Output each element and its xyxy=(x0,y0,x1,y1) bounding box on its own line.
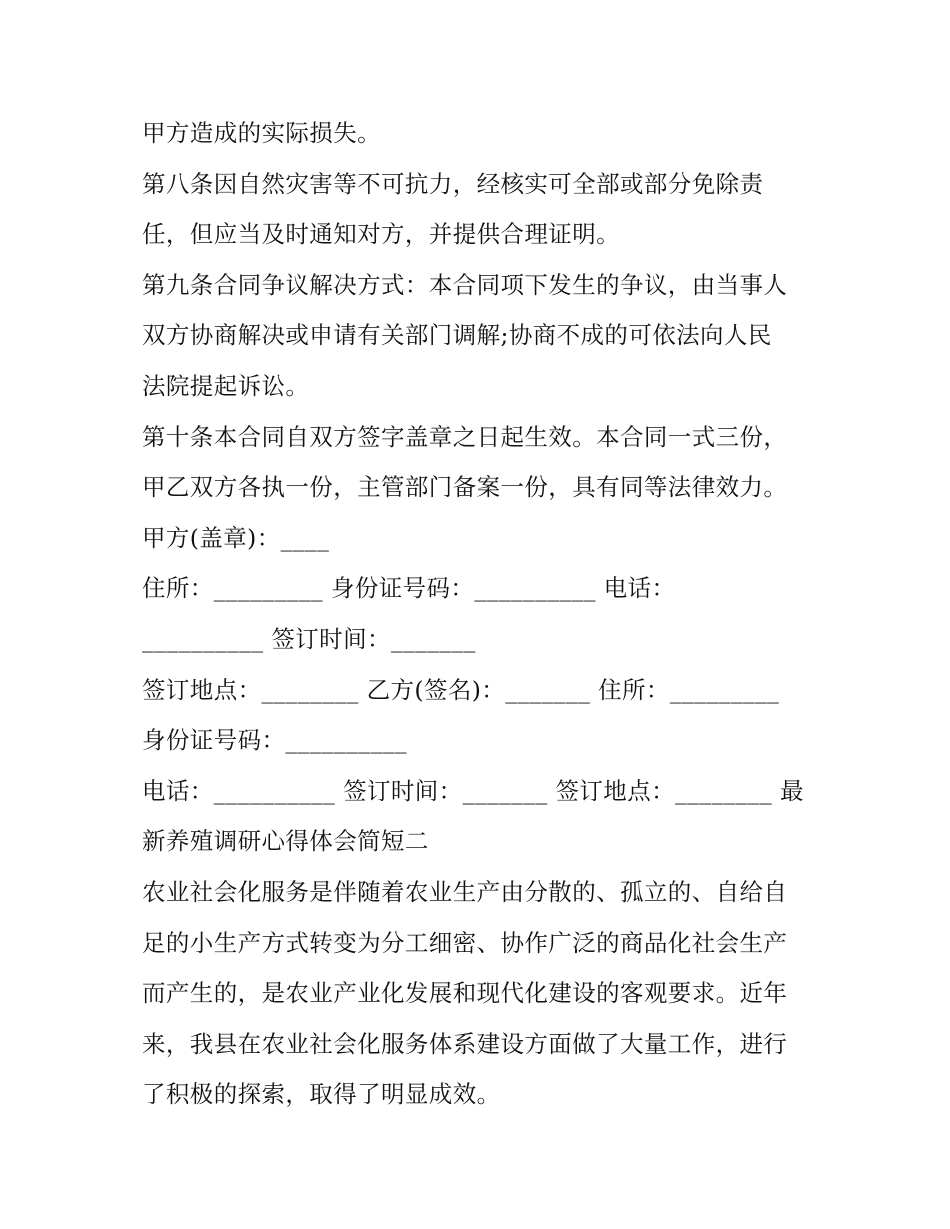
text-line: 足的小生产方式转变为分工细密、协作广泛的商品化社会生产 xyxy=(142,928,788,957)
text-line: 甲乙双方各执一份，主管部门备案一份，具有同等法律效力。 xyxy=(142,473,788,502)
text-line: 电话：__________ 签订时间：_______ 签订地点：________ 最 xyxy=(142,776,804,805)
text-line: 甲方(盖章)：____ xyxy=(142,523,330,552)
text-line: 农业社会化服务是伴随着农业生产由分散的、孤立的、自给自 xyxy=(142,877,788,906)
text-line: 双方协商解决或申请有关部门调解;协商不成的可依法向人民 xyxy=(142,321,772,350)
text-line: 甲方造成的实际损失。 xyxy=(142,119,381,147)
text-line: 住所：_________ 身份证号码：__________ 电话： xyxy=(142,574,676,603)
text-line: __________ 签订时间：_______ xyxy=(142,624,476,653)
text-line: 法院提起诉讼。 xyxy=(142,371,310,400)
text-line: 第九条合同争议解决方式：本合同项下发生的争议，由当事人 xyxy=(142,270,788,299)
text-line: 任，但应当及时通知对方，并提供合理证明。 xyxy=(142,220,620,249)
text-line: 第八条因自然灾害等不可抗力，经核实可全部或部分免除责 xyxy=(142,169,764,198)
text-line: 身份证号码：__________ xyxy=(142,726,407,755)
text-line: 第十条本合同自双方签字盖章之日起生效。本合同一式三份， xyxy=(142,422,788,451)
text-line: 来，我县在农业社会化服务体系建设方面做了大量工作，进行 xyxy=(142,1029,788,1058)
section-heading: 新养殖调研心得体会简短二 xyxy=(142,827,429,856)
text-line: 而产生的，是农业产业化发展和现代化建设的客观要求。近年 xyxy=(142,979,788,1008)
text-line: 了积极的探索，取得了明显成效。 xyxy=(142,1080,501,1109)
text-line: 签订地点：________ 乙方(签名)：_______ 住所：_________ xyxy=(142,675,780,704)
document-body xyxy=(142,108,822,1120)
